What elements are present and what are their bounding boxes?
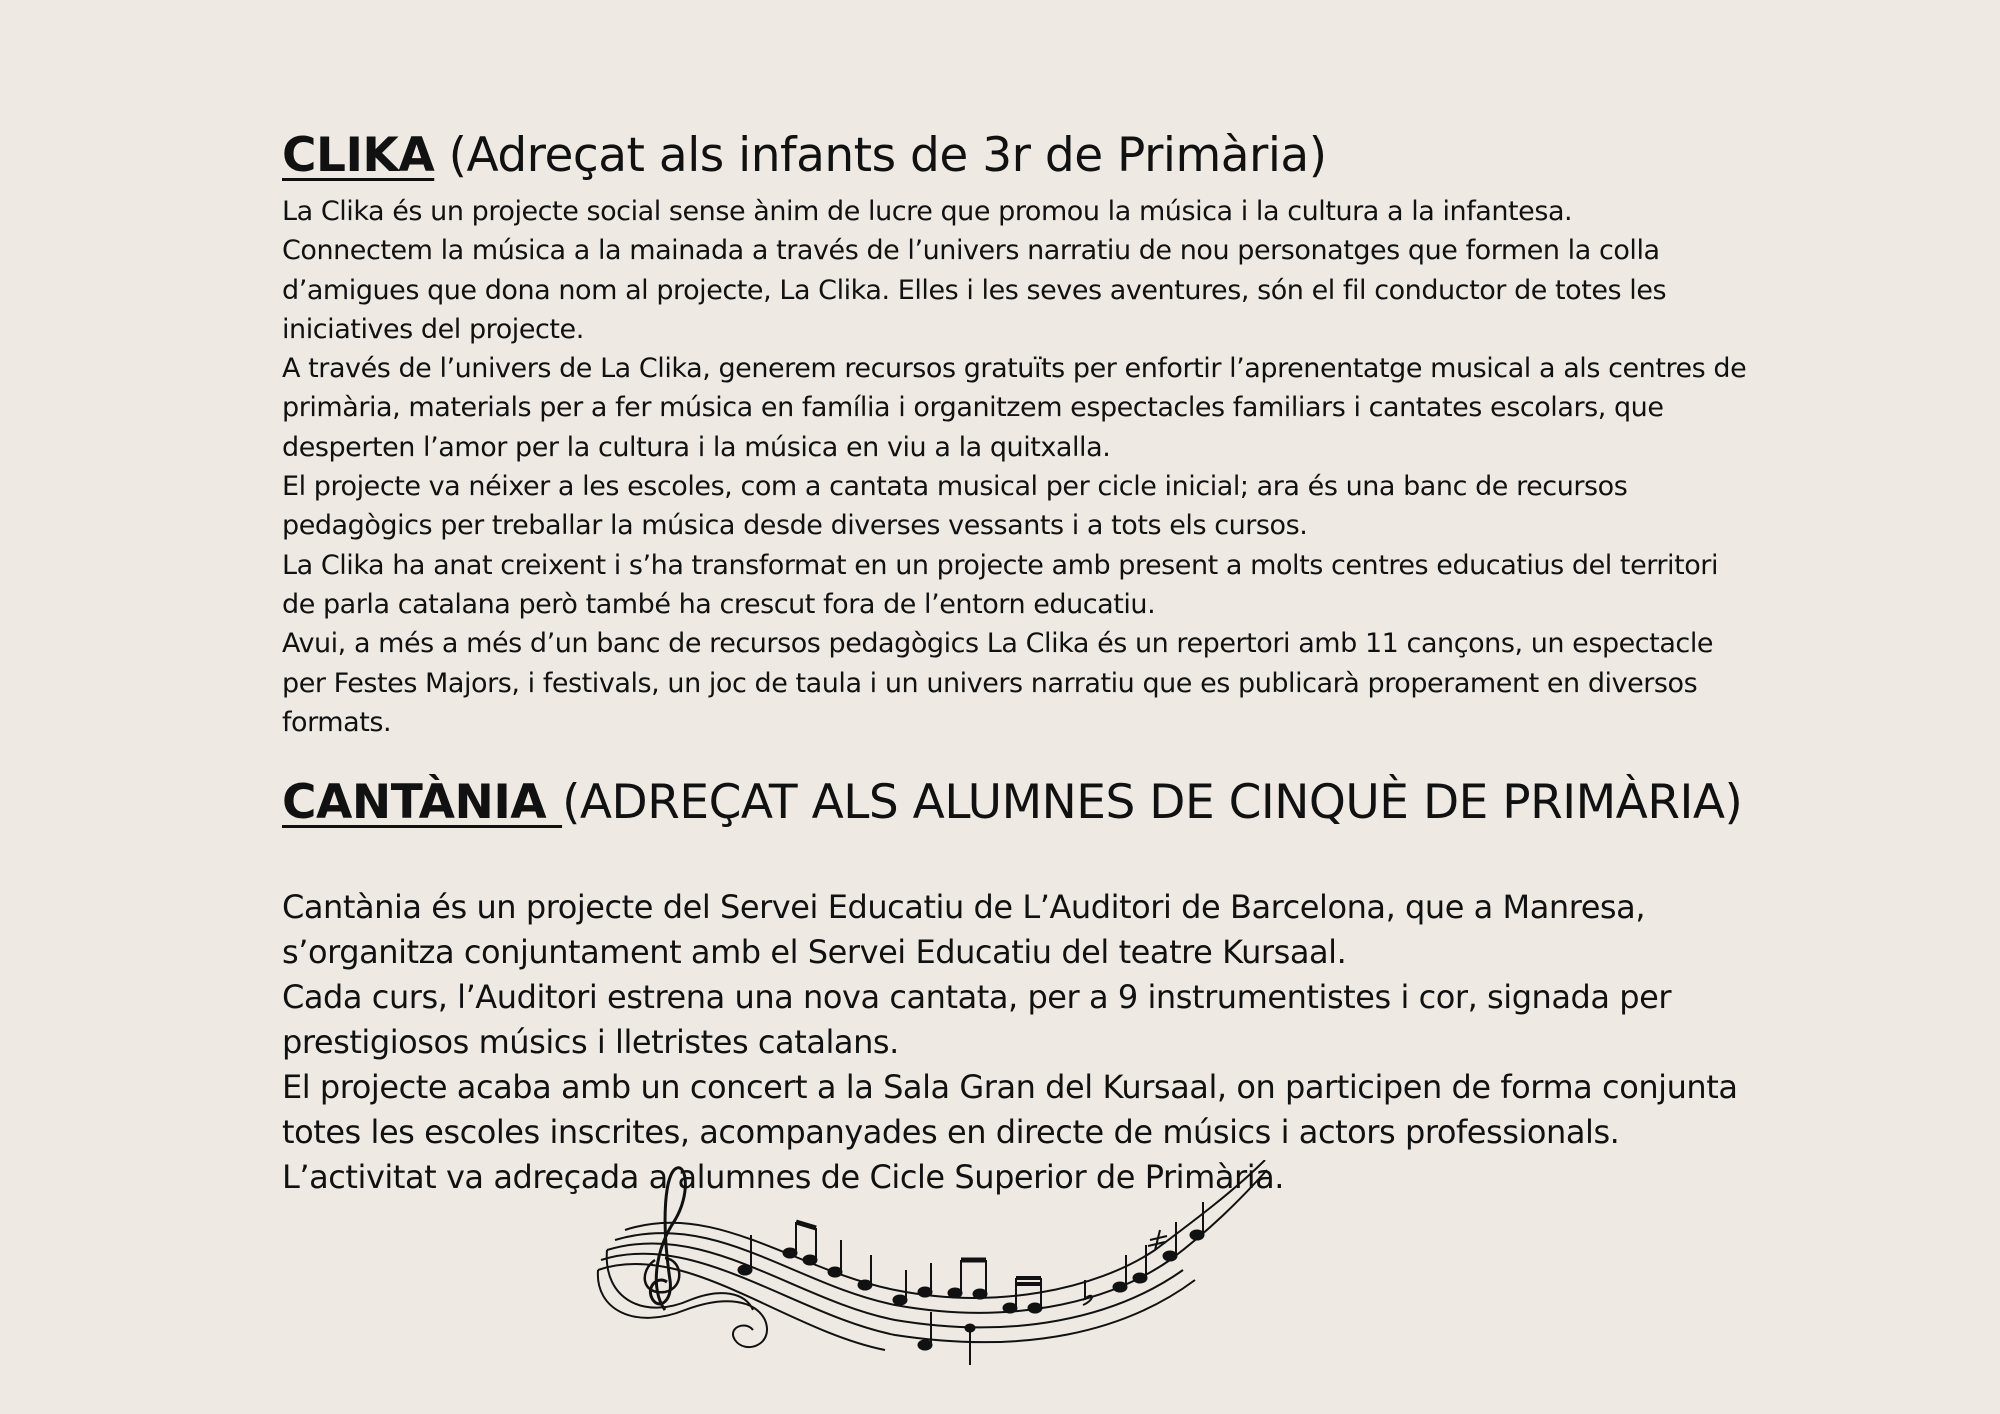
clika-section xyxy=(282,120,1752,742)
cantania-body xyxy=(282,885,1752,1200)
clika-paragraph: Connectem la música a la mainada a través de l’univers narratiu de nou personatges que formen la colla d’amigues que dona nom al projecte, La Clika. Elles i les seves aventures, són el fil conductor de totes les iniciatives del projecte. xyxy=(282,235,1667,345)
clika-subtitle: (Adreçat als infants de 3r de Primària) xyxy=(434,128,1327,183)
cantania-heading xyxy=(282,767,1752,839)
clika-paragraph: La Clika és un projecte social sense ànim de lucre que promou la música i la cultura a la infantesa. xyxy=(282,196,1573,227)
music-staff-icon xyxy=(595,1160,1275,1370)
clika-title: CLIKA xyxy=(282,128,435,183)
clika-paragraph: La Clika ha anat creixent i s’ha transformat en un projecte amb present a molts centres educatius del territori de parla catalana però també ha crescut fora de l’entorn educatiu. xyxy=(282,549,1719,620)
cantania-paragraph: Cada curs, l’Auditori estrena una nova cantata, per a 9 instrumentistes i cor, signada per prestigiosos músics i lletristes catalans. xyxy=(282,978,1672,1062)
cantania-paragraph: El projecte acaba amb un concert a la Sala Gran del Kursaal, on participen de forma conjunta totes les escoles inscrites, acompanyades en directe de músics i actors professionals. xyxy=(282,1068,1738,1152)
cantania-section xyxy=(282,767,1752,1200)
document-page xyxy=(282,120,1752,1200)
clika-paragraph: El projecte va néixer a les escoles, com a cantata musical per cicle inicial; ara és una banc de recursos pedagògics per treballar la música desde diverses vessants i a tots els cursos. xyxy=(282,471,1628,542)
cantania-paragraph: Cantània és un projecte del Servei Educatiu de L’Auditori de Barcelona, que a Manresa, s’organitza conjuntament amb el Servei Educatiu del teatre Kursaal. xyxy=(282,888,1646,972)
cantania-subtitle: (ADREÇAT ALS ALUMNES DE CINQUÈ DE PRIMÀRIA) xyxy=(562,775,1743,831)
cantania-title: CANTÀNIA xyxy=(282,775,563,831)
cantania-paragraph: L’activitat va adreçada a alumnes de Cicle Superior de Primària. xyxy=(282,1158,1285,1197)
clika-heading xyxy=(282,120,1752,192)
clika-body xyxy=(282,192,1752,742)
clika-paragraph: Avui, a més a més d’un banc de recursos pedagògics La Clika és un repertori amb 11 cançons, un espectacle per Festes Majors, i festivals, un joc de taula i un univers narratiu que es publicarà properament en diversos formats. xyxy=(282,628,1714,738)
clika-paragraph: A través de l’univers de La Clika, generem recursos gratuïts per enfortir l’aprenentatge musical a als centres de primària, materials per a fer música en família i organitzem espectacles familiars i cantates escolars, que desperten l’amor per la cultura i la música en viu a la quitxalla. xyxy=(282,353,1747,463)
